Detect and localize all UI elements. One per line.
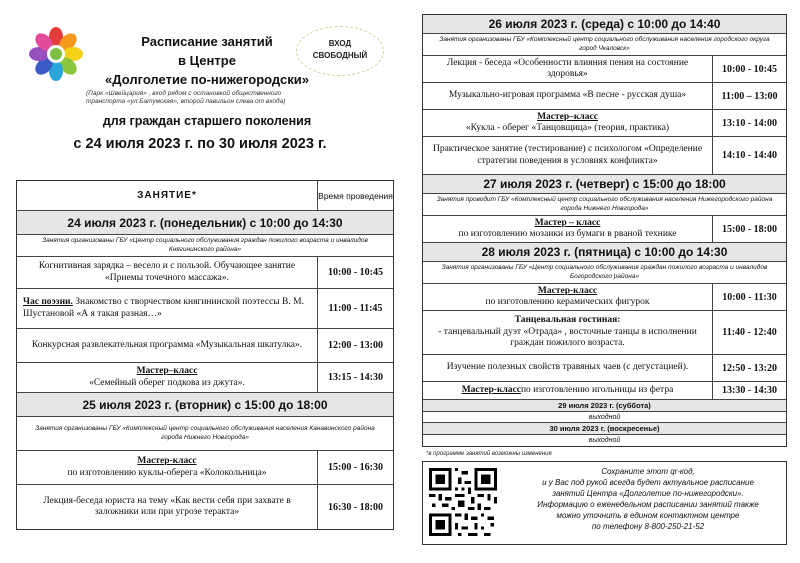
day-status-30: выходной	[588, 437, 621, 444]
time-header: Время проведения	[318, 190, 393, 201]
table-row	[17, 329, 393, 363]
day-title-29: 29 июля 2023 г. (суббота)	[423, 400, 786, 412]
period-line: с 24 июля 2023 г. по 30 июля 2023 г.	[73, 136, 327, 152]
day-title-28: 28 июля 2023 г. (пятница) с 10:00 до 14:30	[423, 243, 786, 262]
table-row	[423, 216, 786, 243]
activity-cell	[17, 451, 318, 484]
table-row	[423, 382, 786, 400]
activity-text: «Кукла - оберег «Танцовщица» (теория, практика)	[465, 123, 670, 133]
flower-logo	[28, 26, 84, 82]
activity-cell	[423, 56, 713, 82]
time-cell: 13:30 - 14:30	[722, 385, 777, 396]
activity-cell	[423, 382, 713, 399]
activity-text: по изготовлению игольницы из фетра	[520, 384, 674, 395]
badge-line2: СВОБОДНЫЙ	[312, 51, 368, 60]
activity-prefix: Час поэзии.	[23, 297, 73, 307]
time-cell: 12:50 - 13:20	[722, 362, 777, 374]
title-line2: в Центре	[178, 53, 236, 68]
day-status-29: выходной	[423, 412, 786, 423]
table-row	[17, 257, 393, 289]
qr-line4: Информацию о еженедельном расписании занятий также	[537, 500, 759, 509]
activity-prefix: Мастер–класс	[537, 111, 598, 122]
activity-text: «Семейный оберег подкова из джута».	[89, 377, 245, 388]
activity-text: Конкурсная развлекательная программа «Музыкальная шкатулка».	[31, 339, 303, 350]
table-row	[423, 355, 786, 382]
activity-text: - танцевальный дуэт «Отрада» , восточные танцы в исполнении граждан пожилого возраста.	[438, 326, 697, 349]
activity-prefix: Мастер – класс	[534, 217, 601, 228]
activity-text: Лекция - беседа «Особенности влияния пения на состояние здоровья»	[446, 57, 689, 79]
activity-prefix: Мастер-класс	[537, 285, 598, 296]
qr-line2: и у Вас под рукой всегда будет актуальное расписание	[542, 478, 754, 487]
time-cell: 15:00 - 18:00	[722, 223, 777, 235]
activity-prefix: Мастер-класс	[137, 456, 197, 466]
table-row	[17, 289, 393, 329]
address-note: (Парк «Швейцария» , вход рядом с остановкой общественного транспорта «ул.Батумская», второй павильон слева от входа)	[86, 90, 286, 105]
time-cell: 13:15 - 14:30	[328, 372, 383, 383]
activity-prefix: Мастер-класс	[461, 384, 521, 395]
time-cell: 11:00 - 11:45	[328, 303, 383, 314]
table-row	[423, 311, 786, 355]
day-title-27: 27 июля 2023 г. (четверг) с 15:00 до 18:00	[423, 175, 786, 194]
time-cell: 13:10 - 14:00	[722, 117, 777, 129]
time-cell: 10:00 - 10:45	[328, 267, 383, 278]
activity-text: по изготовлению керамических фигурок	[485, 297, 650, 307]
table-row	[423, 110, 786, 137]
day-title-25: 25 июля 2023 г. (вторник) с 15:00 до 18:00	[17, 393, 393, 417]
activity-cell	[17, 485, 318, 529]
title-line3: «Долголетие по-нижегородски»	[105, 72, 309, 87]
activity-text: Когнитивная зарядка – весело и с пользой. Обучающее занятие «Приемы точечного массажа».	[38, 261, 296, 283]
activity-cell	[423, 284, 713, 310]
activity-cell	[423, 137, 713, 174]
activity-cell	[423, 110, 713, 136]
time-cell: 14:10 - 14:40	[722, 150, 777, 161]
changes-footnote: *в программе занятий возможны изменения	[426, 451, 552, 457]
time-cell: 11:00 – 13:00	[721, 90, 778, 102]
table-row	[423, 56, 786, 83]
time-cell: 11:40 - 12:40	[722, 327, 777, 338]
qr-line1: Сохраните этот qr-код,	[601, 467, 695, 476]
org-25: Занятия организованы ГБУ «Комплексный центр социального обслуживания населения Канавинского района города Нижнего Новгорода»	[17, 417, 393, 451]
time-cell: 15:00 - 16:30	[328, 462, 383, 473]
time-cell: 12:00 - 13:00	[328, 340, 383, 351]
table-row	[423, 83, 786, 110]
qr-code-icon[interactable]	[429, 468, 497, 536]
org-28: Занятия организованы ГБУ «Центр социального обслуживания граждан пожилого возраста и инвалидов Богородского района»	[423, 262, 786, 284]
activity-cell	[423, 311, 713, 354]
table-row	[423, 137, 786, 175]
activity-cell	[17, 363, 318, 392]
day-title-30: 30 июля 2023 г. (воскресенье)	[423, 423, 786, 435]
activity-text: Изучение полезных свойств травяных чаев (с дегустацией).	[446, 362, 689, 373]
activity-text: Практическое занятие (тестирование) с психологом «Определение стратегии поведения в условиях конфликта»	[432, 144, 703, 166]
audience-line: для граждан старшего поколения	[102, 114, 312, 128]
activity-text: Музыкально-игровая программа «В песне - русская душа»	[448, 90, 687, 101]
activity-prefix: Мастер–класс	[136, 366, 198, 376]
table-header-row	[17, 181, 393, 211]
activity-cell	[17, 289, 318, 328]
time-cell: 10:00 - 11:30	[722, 291, 777, 303]
qr-info-text	[517, 466, 779, 532]
activity-text: по изготовлению куклы-оберега «Колокольница»	[67, 467, 267, 478]
qr-line6: по телефону 8-800-250-21-52	[591, 522, 705, 531]
activity-cell	[423, 216, 713, 242]
schedule-table-left	[16, 180, 394, 530]
schedule-table-right	[422, 14, 787, 447]
activity-cell	[423, 355, 713, 381]
table-row	[17, 363, 393, 393]
title-line1: Расписание занятий	[141, 34, 273, 49]
activity-cell	[17, 329, 318, 362]
table-row	[423, 284, 786, 311]
activity-text: Знакомство с творчеством княгининской поэтессы В. М. Шустановой «А я такая разная…»	[23, 297, 304, 319]
org-27: Занятия проводит ГБУ «Комплексный центр социального обслуживания населения Нижегородского района города Нижнего Новгорода»	[423, 194, 786, 216]
activity-header: ЗАНЯТИЕ*	[17, 181, 318, 210]
day-title-24: 24 июля 2023 г. (понедельник) с 10:00 до 14:30	[17, 211, 393, 235]
badge-line1: ВХОД	[328, 39, 352, 48]
org-26: Занятия организованы ГБУ «Комплексный центр социального обслуживания населения городского округа город Чкаловск»	[423, 34, 786, 56]
time-cell: 16:30 - 18:00	[328, 501, 383, 513]
activity-text: по изготовлению мозаики из бумаги в рваной технике	[458, 229, 677, 239]
activity-text: Лекция-беседа юриста на тему «Как вести себя при захвате в заложники или при угрозе теракта»	[43, 495, 291, 517]
qr-line5: можно уточнить в едином контактном центре	[556, 511, 740, 520]
table-row	[17, 451, 393, 485]
time-cell: 10:00 - 10:45	[722, 63, 777, 75]
activity-prefix: Танцевальная гостиная:	[514, 315, 621, 326]
activity-cell	[17, 257, 318, 288]
table-row	[17, 485, 393, 529]
org-24: Занятия организованы ГБУ «Центр социального обслуживания граждан пожилого возраста и инвалидов Княгининского района»	[17, 235, 393, 257]
day-title-26: 26 июля 2023 г. (среда) с 10:00 до 14:40	[423, 15, 786, 34]
activity-cell	[423, 83, 713, 109]
qr-info-box	[422, 461, 787, 545]
qr-line3: занятий Центра «Долголетие по-нижегородски».	[552, 489, 744, 498]
